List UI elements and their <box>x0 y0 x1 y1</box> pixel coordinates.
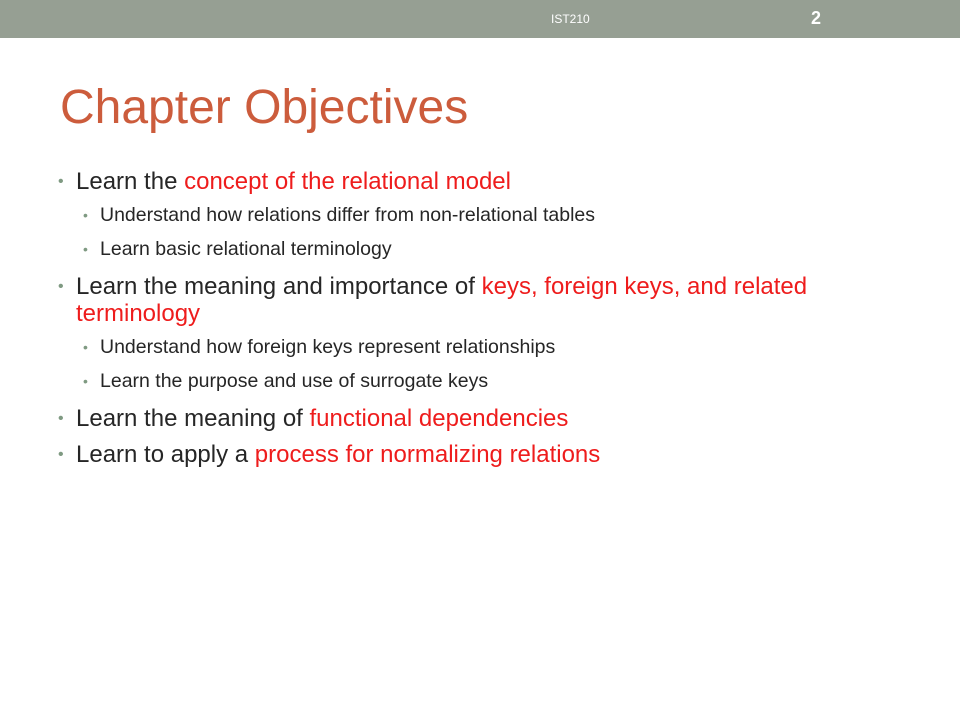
page-number: 2 <box>811 8 822 28</box>
bullet-item <box>58 405 908 432</box>
header-bar <box>0 0 960 38</box>
bullet-item <box>58 441 908 468</box>
bullet-dot-icon: • <box>83 241 88 257</box>
bullet-list <box>58 168 908 474</box>
bullet-highlight: concept of the relational model <box>184 168 511 195</box>
bullet-dot-icon: • <box>58 410 64 427</box>
sub-bullet-text: Learn the purpose and use of surrogate keys <box>100 370 489 392</box>
bullet-text: Learn the meaning and importance of <box>76 273 482 300</box>
bullet-text: Learn the meaning of <box>76 405 310 432</box>
bullet-dot-icon: • <box>83 207 88 223</box>
slide-title: Chapter Objectives <box>60 81 469 134</box>
bullet-dot-icon: • <box>83 373 88 389</box>
bullet-item <box>58 168 908 195</box>
bullet-dot-icon: • <box>58 278 64 295</box>
bullet-text: Learn the <box>76 168 185 195</box>
sub-bullet-item <box>58 238 908 261</box>
bullet-item <box>58 273 908 327</box>
bullet-text: Learn to apply a <box>76 441 255 468</box>
sub-bullet-text: Learn basic relational terminology <box>100 238 392 260</box>
sub-bullet-item <box>58 204 908 227</box>
bullet-dot-icon: • <box>58 446 64 463</box>
bullet-dot-icon: • <box>58 173 64 190</box>
bullet-highlight: keys, foreign keys, and related terminology <box>76 273 808 327</box>
sub-bullet-item <box>58 370 908 393</box>
sub-bullet-item <box>58 336 908 359</box>
sub-bullet-text: Understand how foreign keys represent relationships <box>100 336 556 358</box>
bullet-highlight: process for normalizing relations <box>254 441 601 468</box>
sub-bullet-text: Understand how relations differ from non-relational tables <box>100 204 595 226</box>
bullet-highlight: functional dependencies <box>309 405 569 432</box>
course-code: IST210 <box>551 12 590 26</box>
bullet-dot-icon: • <box>83 339 88 355</box>
